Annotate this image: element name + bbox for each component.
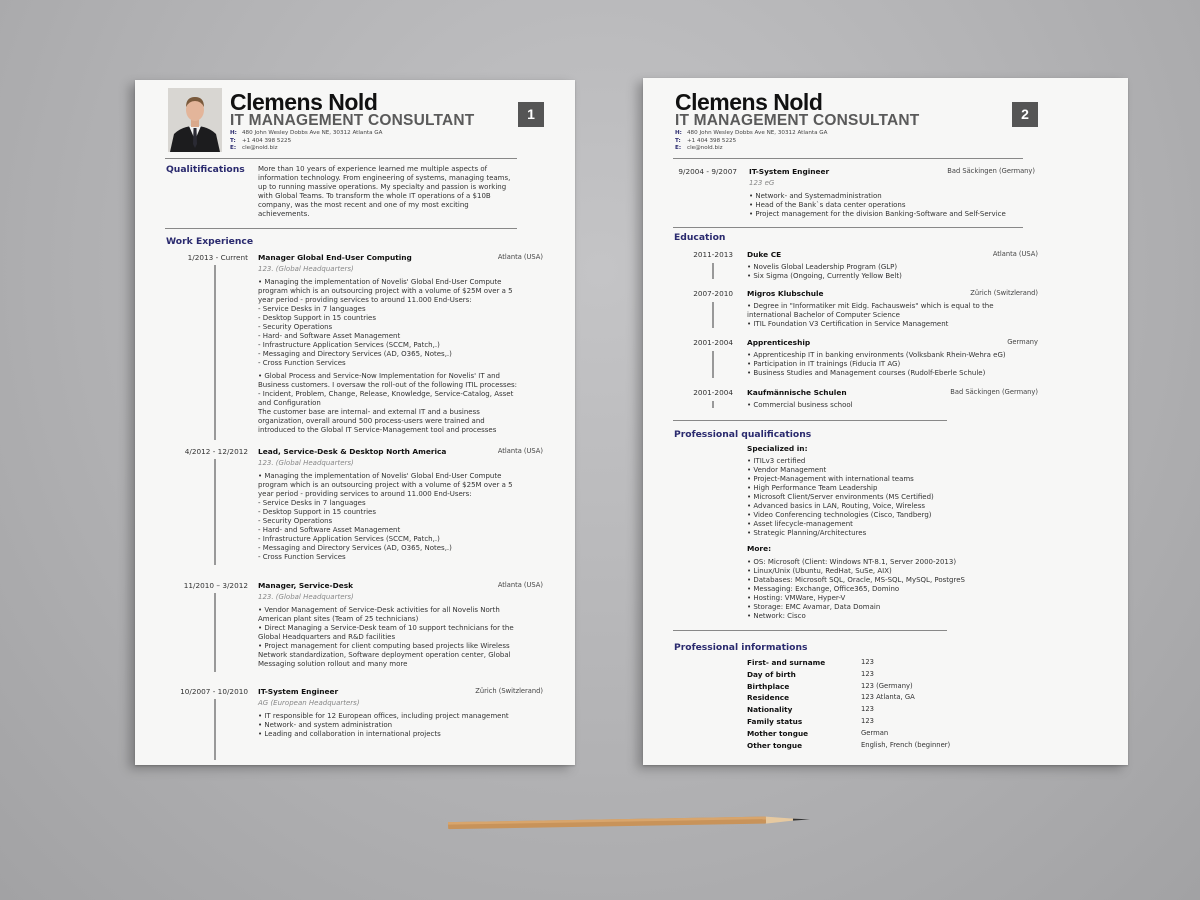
description-paragraph: • Global Process and Service-Now Implementation for Novelis' IT and Business customers. I oversaw the roll-out of the following ITIL processes: - Incident, Problem, Change, Release, Knowledge, Service-Catalog, Asset and Configuration The customer base are internal- and external IT and a business organization, overall around 500 process-users were trained and introduced to the Global IT Service-Management tool and processes (258, 372, 518, 434)
specialized-list (747, 457, 1047, 538)
contact-block (230, 130, 382, 153)
list-item: • Strategic Planning/Architectures (747, 529, 867, 537)
job-company: AG (European Headquarters) (258, 699, 360, 707)
list-item: • Storage: EMC Avamar, Data Domain (747, 603, 881, 611)
list-item: • Linux/Unix (Ubuntu, RedHat, SuSe, AIX) (747, 567, 892, 575)
professional-qualifications-heading: Professional qualifications (674, 429, 812, 440)
info-label: Mother tongue (747, 728, 809, 738)
job-location: Bad Säckingen (Germany) (947, 167, 1035, 175)
contact-key: E: (230, 145, 237, 151)
timeline-line (214, 459, 216, 565)
contact-value: cle@nold.biz (242, 145, 278, 151)
timeline-line (712, 351, 714, 378)
education-location: Germany (1007, 338, 1038, 346)
education-title: Migros Klubschule (747, 289, 824, 298)
list-item: • Microsoft Client/Server environments (MS Certified) (747, 493, 934, 501)
page-number-badge: 2 (1012, 102, 1038, 127)
education-dates: 2011-2013 (693, 250, 733, 259)
more-list (747, 558, 1047, 621)
education-title: Apprenticeship (747, 338, 811, 347)
info-value: English, French (beginner) (861, 740, 951, 749)
info-label: Family status (747, 717, 803, 726)
info-label: Nationality (747, 705, 793, 715)
candidate-role: IT MANAGEMENT CONSULTANT (675, 112, 920, 129)
job-title: Lead, Service-Desk & Desktop North America (258, 447, 447, 456)
divider (673, 158, 1023, 159)
education-details: • Degree in "Informatiker mit Eidg. Fachausweis" which is equal to the international Bachelor of Computer Science • ITIL Foundation V3 Certification in Service Management (747, 302, 994, 328)
education-dates: 2001-2004 (693, 388, 733, 397)
contact-value: +1 404 398 5225 (242, 137, 292, 144)
job-description (258, 278, 520, 439)
list-item: • Hosting: VMWare, Hyper-V (747, 594, 846, 602)
education-title: Kaufmännische Schulen (747, 388, 847, 397)
job-company: 123. (Global Headquarters) (258, 459, 354, 467)
education-heading: Education (674, 232, 726, 243)
timeline-line (712, 302, 714, 328)
job-title: Manager Global End-User Computing (258, 253, 412, 262)
job-dates: 11/2010 – 3/2012 (183, 581, 248, 590)
page-number-badge: 1 (518, 102, 544, 127)
list-item: • Databases: Microsoft SQL, Oracle, MS-SQL, MySQL, PostgreS (747, 576, 965, 584)
timeline-line (214, 265, 216, 440)
specialized-heading: Specialized in: (747, 444, 808, 453)
timeline-line (712, 401, 714, 408)
divider (673, 227, 1023, 228)
timeline-line (214, 593, 216, 672)
list-item: • Asset lifecycle-management (747, 520, 853, 528)
contact-key: T: (230, 137, 236, 144)
contact-email (230, 145, 382, 153)
education-details: • Commercial business school (747, 401, 853, 409)
work-experience-heading: Work Experience (166, 236, 254, 247)
job-location: Zürich (Switzlerand) (475, 687, 543, 695)
qualifications-text: More than 10 years of experience learned me multiple aspects of information technology. From engineering of systems, managing teams, up to running massive operations. My specialty and passion is working with Global Teams. To transform the whole IT operations of a $10B company, was the most recent and one of my most exciting achievements. (258, 165, 511, 218)
divider (673, 420, 947, 421)
candidate-name: Clemens Nold (675, 89, 823, 115)
info-value: 123 Atlanta, GA (861, 693, 915, 702)
job-location: Atlanta (USA) (497, 253, 543, 261)
list-item: • OS: Microsoft (Client: Windows NT-8.1, Server 2000-2013) (747, 558, 957, 566)
contact-value: 480 John Wesley Dobbs Ave NE, 30312 Atlanta GA (687, 130, 828, 136)
job-company: 123 eG (749, 179, 775, 187)
job-location: Atlanta (USA) (497, 447, 543, 455)
info-label: Residence (747, 693, 790, 703)
info-label: Birthplace (747, 681, 790, 691)
info-label: First- and surname (747, 658, 826, 667)
list-item: • Network: Cisco (747, 612, 806, 620)
candidate-role: IT MANAGEMENT CONSULTANT (230, 112, 475, 129)
job-dates: 9/2004 - 9/2007 (678, 167, 737, 176)
list-item: • High Performance Team Leadership (747, 484, 878, 492)
description-paragraph: • Managing the implementation of Novelis' Global End-User Compute program which is an outsourcing project with a volume of $25M over a 5 year period - providing services to around 11.000 End-Users: - Service Desks in 7 languages - Desktop Support in 15 countries - Security Operations - Hard- and Software Asset Management - Infrastructure Application Services (SCCM, Patch,.) - Messaging and Directory Services (AD, O365, Notes,.) - Cross Function Services (258, 472, 513, 561)
contact-email (675, 145, 827, 153)
list-item: • Advanced basics in LAN, Routing, Voice, Wireless (747, 502, 925, 510)
education-title: Duke CE (747, 250, 782, 259)
education-location: Zürich (Switzlerand) (970, 289, 1038, 297)
job-description (258, 606, 520, 673)
description-paragraph: • Vendor Management of Service-Desk activities for all Novelis North American plant sites (Team of 25 technicians) • Direct Managing a Service-Desk team of 10 support technicians for the Global Headquarters and R&D facilities • Project management for client computing based projects like Wireless Network standardization, Software deployment operation center, Global Messaging solution rollout and many more (258, 606, 514, 668)
contact-phone (675, 138, 827, 146)
timeline-line (214, 699, 216, 760)
contact-home (230, 130, 382, 138)
description-paragraph: • Managing the implementation of Novelis' Global End-User Compute program which is an outsourcing project with a volume of $25M over a 5 year period - providing services to around 11.000 End-Users: - Service Desks in 7 languages - Desktop Support in 15 countries - Security Operations - Hard- and Software Asset Management - Infrastructure Application Services (SCCM, Patch,.) - Messaging and Directory Services (AD, O365, Notes,.) - Cross Function Services (258, 278, 513, 367)
info-value: German (861, 728, 889, 737)
list-item: • ITILv3 certified (747, 457, 806, 465)
description-paragraph: • IT responsible for 12 European offices, including project management • Network- and system administration • Leading and collaboration in international projects (258, 712, 509, 738)
more-heading: More: (747, 544, 772, 553)
job-company: 123. (Global Headquarters) (258, 593, 354, 601)
contact-key: H: (230, 130, 237, 136)
job-description (258, 472, 520, 566)
job-description (749, 192, 1029, 223)
job-description (258, 712, 520, 743)
list-item: • Project-Management with international teams (747, 475, 914, 483)
job-dates: 10/2007 - 10/2010 (180, 687, 248, 696)
professional-informations-heading: Professional informations (674, 642, 808, 653)
description-paragraph: • Network- and Systemadministration • Head of the Bank`s data center operations • Project management for the division Banking-Software and Self-Service (749, 192, 1006, 218)
contact-home (675, 130, 827, 138)
info-value: 123 (861, 669, 874, 678)
list-item: • Video Conferencing technologies (Cisco, Tandberg) (747, 511, 932, 519)
education-details: • Apprenticeship IT in banking environments (Volksbank Rhein-Wehra eG) • Participation in IT trainings (Fiducia IT AG) • Business Studies and Management courses (Rudolf-Eberle Schule) (747, 351, 1006, 377)
contact-value: 480 John Wesley Dobbs Ave NE, 30312 Atlanta GA (242, 130, 383, 136)
info-value: 123 (Germany) (861, 681, 913, 690)
contact-key: T: (675, 137, 681, 144)
education-dates: 2007-2010 (693, 289, 733, 298)
info-label: Day of birth (747, 669, 796, 679)
info-value: 123 (861, 717, 874, 725)
timeline-line (712, 263, 714, 279)
job-title: Manager, Service-Desk (258, 581, 354, 590)
job-dates: 4/2012 - 12/2012 (184, 447, 248, 456)
job-title: IT-System Engineer (749, 167, 830, 176)
contact-block (675, 130, 827, 153)
job-title: IT-System Engineer (258, 687, 339, 696)
profile-photo (168, 88, 222, 152)
divider (165, 228, 517, 229)
job-dates: 1/2013 - Current (187, 253, 248, 262)
resume-page-1 (135, 80, 575, 765)
info-value: 123 (861, 705, 874, 714)
info-label: Other tongue (747, 740, 803, 750)
pencil-icon (448, 815, 810, 830)
info-value: 123 (861, 658, 874, 666)
contact-value: cle@nold.biz (687, 145, 723, 151)
education-location: Bad Säckingen (Germany) (950, 388, 1038, 396)
candidate-name: Clemens Nold (230, 89, 378, 115)
education-location: Atlanta (USA) (992, 250, 1038, 258)
education-dates: 2001-2004 (693, 338, 733, 347)
contact-value: +1 404 398 5225 (687, 137, 737, 144)
list-item: • Messaging: Exchange, Office365, Domino (747, 585, 900, 593)
education-details: • Novelis Global Leadership Program (GLP) • Six Sigma (Ongoing, Currently Yellow Belt) (747, 263, 902, 280)
contact-key: H: (675, 130, 682, 136)
job-location: Atlanta (USA) (497, 581, 543, 589)
qualifications-heading: Qualitifications (166, 164, 245, 175)
job-company: 123. (Global Headquarters) (258, 265, 354, 273)
divider (673, 630, 947, 631)
divider (165, 158, 517, 159)
contact-key: E: (675, 145, 682, 151)
contact-phone (230, 138, 382, 146)
list-item: • Vendor Management (747, 466, 827, 474)
resume-page-2 (643, 78, 1128, 765)
